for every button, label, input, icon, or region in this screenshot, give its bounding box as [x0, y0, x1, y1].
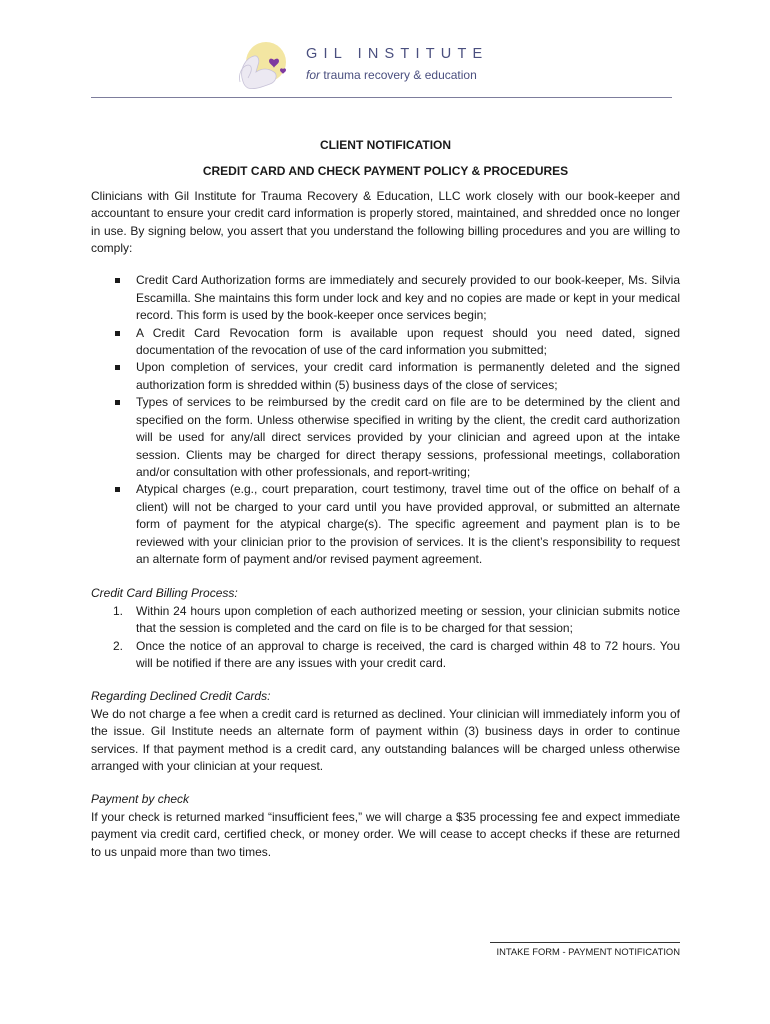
step-number: 1. — [113, 603, 124, 618]
square-bullet-icon — [115, 365, 120, 370]
billing-steps-list — [91, 603, 680, 673]
policy-title: CREDIT CARD AND CHECK PAYMENT POLICY & PROCEDURES — [202, 164, 569, 179]
list-item — [91, 325, 680, 360]
tagline-for: for — [306, 68, 321, 82]
square-bullet-icon — [115, 400, 120, 405]
tagline-rest: trauma recovery & education — [320, 68, 477, 82]
footer-label: INTAKE FORM - PAYMENT NOTIFICATION — [496, 946, 680, 957]
square-bullet-icon — [115, 278, 120, 283]
hands-heart-logo-icon — [236, 38, 290, 96]
footer-divider — [490, 942, 680, 943]
header-divider — [91, 97, 672, 98]
document-body — [91, 137, 680, 877]
header-logo — [236, 38, 536, 96]
bullet-text: A Credit Card Revocation form is available upon request should you need dated, signed documentation of the revocation of use of the card information you submitted; — [136, 325, 680, 358]
intro-paragraph: Clinicians with Gil Institute for Trauma Recovery & Education, LLC work closely with our book-keeper and accountant to ensure your credit card information is properly stored, maintained, and shredded once no longer in use. By signing below, you assert that you understand the following billing procedures and you are willing to comply: — [91, 188, 680, 256]
list-item — [91, 272, 680, 324]
square-bullet-icon — [115, 487, 120, 492]
step-number: 2. — [113, 638, 124, 653]
list-item — [91, 638, 680, 673]
declined-cards-paragraph: We do not charge a fee when a credit card is returned as declined. Your clinician will immediately inform you of the issue. Gil Institute needs an alternate form of payment within (3) business days in order to continue services. If that payment method is a credit card, any outstanding balances will be charged unless otherwise arranged with your clinician at your request. — [91, 706, 680, 773]
list-item — [91, 359, 680, 394]
notification-title: CLIENT NOTIFICATION — [319, 138, 452, 152]
declined-cards-section — [91, 688, 680, 775]
list-item — [91, 603, 680, 638]
payment-by-check-heading: Payment by check — [91, 792, 190, 807]
list-item — [91, 481, 680, 568]
policy-bullet-list — [91, 272, 680, 568]
bullet-text: Atypical charges (e.g., court preparation, court testimony, travel time out of the office on behalf of a client) will not be charged to your card until you have provided approval, or submitted an alternate form of payment for the atypical charge(s). The specific agreement and payment plan is to be reviewed with your clinician prior to the provision of services. It is the client’s responsibility to request an alternate form of payment and/or revised payment agreement. — [136, 482, 680, 566]
list-item — [91, 394, 680, 481]
payment-by-check-section — [91, 791, 680, 861]
billing-process-heading: Credit Card Billing Process: — [91, 586, 238, 601]
bullet-text: Upon completion of services, your credit card information is permanently deleted and the signed authorization form is shredded within (5) business days of the close of services; — [136, 360, 680, 392]
payment-by-check-paragraph: If your check is returned marked “insufficient fees,” we will charge a $35 processing fee and expect immediate payment via credit card, certified check, or money order. We will cease to accept checks if these are returned to us unpaid more than two times. — [91, 809, 680, 859]
org-name: GIL INSTITUTE — [306, 46, 489, 62]
org-tagline — [306, 68, 477, 82]
declined-cards-heading: Regarding Declined Credit Cards: — [91, 689, 271, 704]
step-text: Within 24 hours upon completion of each authorized meeting or session, your clinician submits notice that the session is completed and the card on file is to be charged for that session; — [136, 603, 680, 636]
bullet-text: Credit Card Authorization forms are immediately and securely provided to our book-keeper, Ms. Silvia Escamilla. She maintains this form under lock and key and no copies are made or kept in your medical record. This form is used by the book-keeper once services begin; — [136, 273, 680, 323]
square-bullet-icon — [115, 331, 120, 336]
step-text: Once the notice of an approval to charge is received, the card is charged within 48 to 72 hours. You will be notified if there are any issues with your credit card. — [136, 638, 680, 670]
bullet-text: Types of services to be reimbursed by the credit card on file are to be determined by the client and specified on the form. Unless otherwise specified in writing by the client, the credit card authorization will be used for any/all direct services provided by your clinician and agreed upon at the intake session. Clients may be charged for direct therapy sessions, professional meetings, collaboration and/or consultation with other professionals, and report-writing; — [136, 395, 680, 479]
